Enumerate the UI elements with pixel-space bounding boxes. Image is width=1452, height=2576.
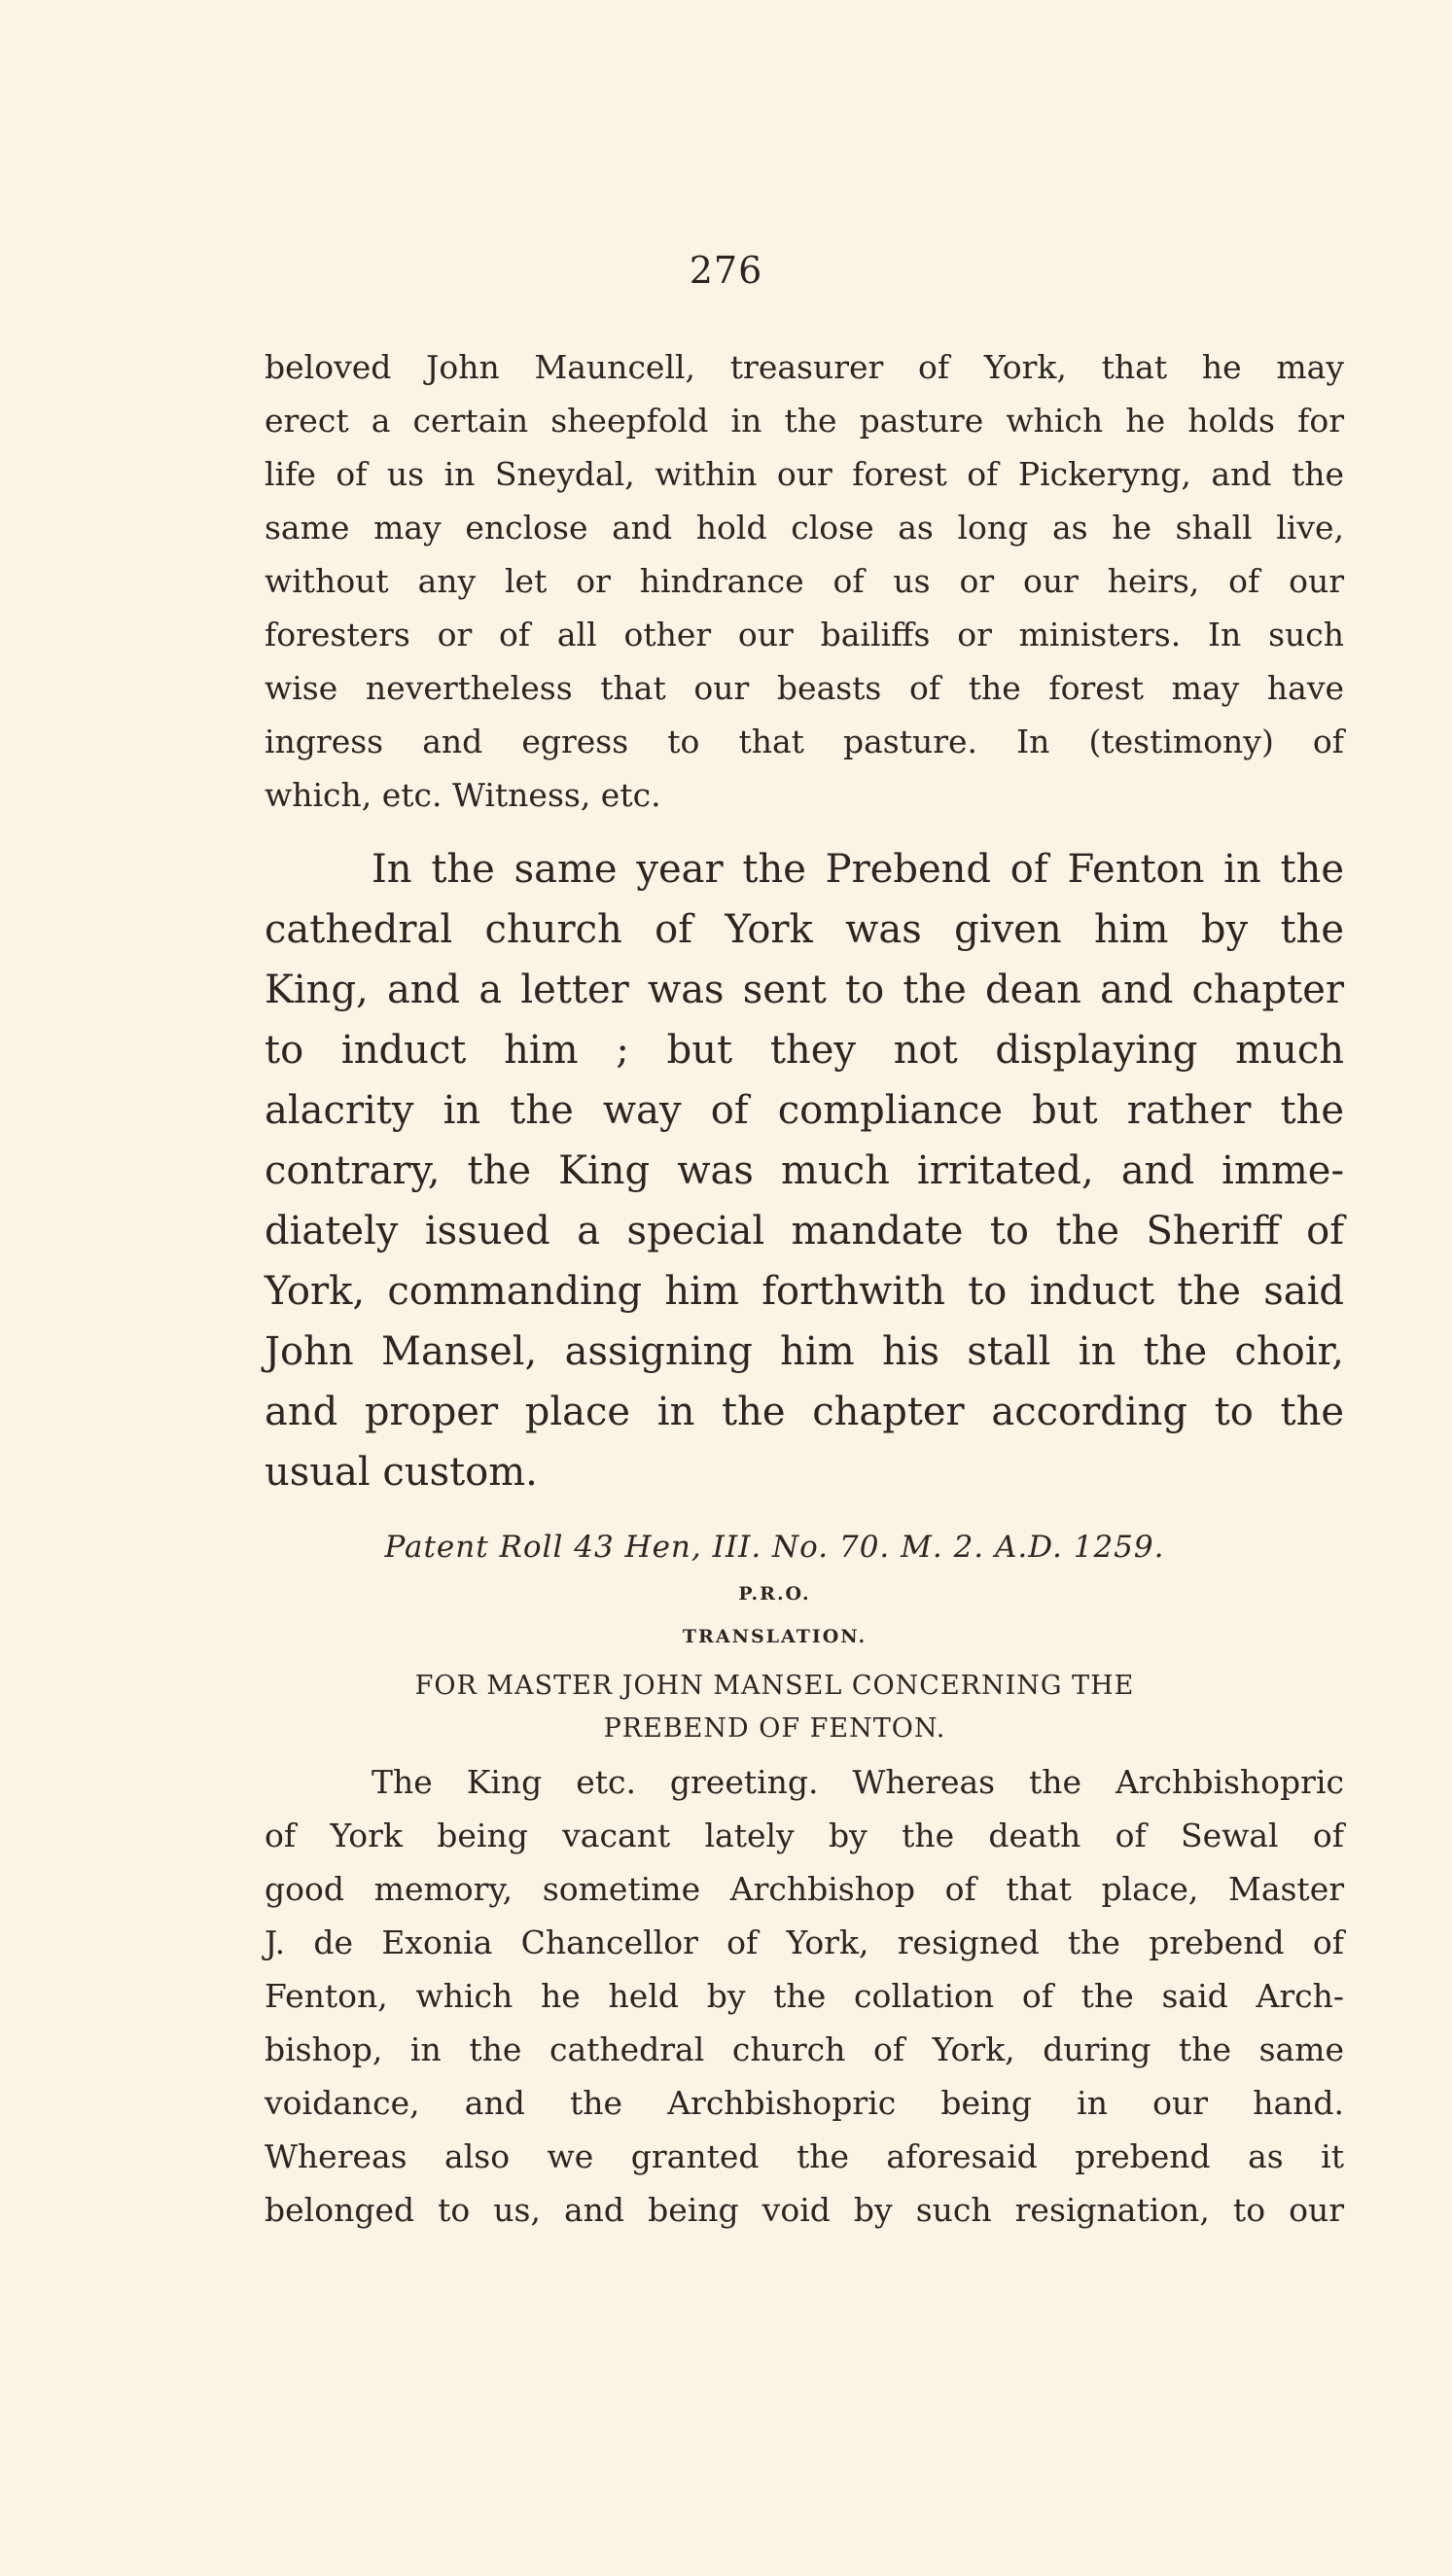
text-line: ingress and egress to that pasture. In (testimony) of	[265, 723, 1344, 760]
text-line: same may enclose and hold close as long as he shall live,	[265, 509, 1344, 547]
text-line: J. de Exonia Chancellor of York, resigned the prebend of	[265, 1923, 1344, 1961]
text-line: and proper place in the chapter according to the	[265, 1390, 1344, 1434]
text-line: John Mansel, assigning him his stall in the choir,	[265, 1329, 1344, 1374]
text-line: belonged to us, and being void by such resignation, to our	[265, 2191, 1344, 2229]
patent-roll-citation: Patent Roll 43 Hen, III. No. 70. M. 2. A.D. 1259.	[384, 1530, 1165, 1565]
text-line: good memory, sometime Archbishop of that place, Master	[265, 1870, 1344, 1908]
text-line: to induct him ; but they not displaying much	[265, 1028, 1344, 1073]
text-line: voidance, and the Archbishopric being in our hand.	[265, 2084, 1344, 2122]
text-line: without any let or hindrance of us or our heirs, of our	[265, 562, 1344, 600]
text-line: erect a certain sheepfold in the pasture which he holds for	[265, 402, 1344, 440]
text-line: The King etc. greeting. Whereas the Archbishopric	[372, 1763, 1344, 1801]
text-line: diately issued a special mandate to the Sheriff of	[265, 1209, 1344, 1253]
text-line: wise nevertheless that our beasts of the forest may have	[265, 669, 1344, 707]
text-line: cathedral church of York was given him by the	[265, 907, 1344, 952]
text-line: York, commanding him forthwith to induct the said	[265, 1269, 1344, 1314]
paragraph-letter-continuation	[265, 340, 1344, 822]
text-line: King, and a letter was sent to the dean and chapter	[265, 968, 1344, 1012]
paragraph-translation	[265, 1755, 1344, 2237]
text-line: of York being vacant lately by the death of Sewal of	[265, 1817, 1344, 1854]
heading-line: PREBEND OF FENTON.	[603, 1713, 946, 1744]
pro-label: P.R.O.	[738, 1583, 811, 1605]
text-line: Whereas also we granted the aforesaid prebend as it	[265, 2137, 1344, 2175]
paragraph-narrative	[265, 839, 1344, 1502]
section-heading	[0, 1665, 1452, 1750]
translation-label: TRANSLATION.	[682, 1626, 868, 1647]
page-number: 276	[689, 249, 763, 292]
text-line: Fenton, which he held by the collation of the said Arch-	[265, 1977, 1344, 2015]
text-line: In the same year the Prebend of Fenton in the	[372, 847, 1344, 892]
text-line: bishop, in the cathedral church of York, during the same	[265, 2030, 1344, 2068]
text-line: contrary, the King was much irritated, and imme-	[265, 1148, 1344, 1193]
text-line: alacrity in the way of compliance but rather the	[265, 1088, 1344, 1133]
text-line: life of us in Sneydal, within our forest of Pickeryng, and the	[265, 455, 1344, 493]
text-line: usual custom.	[265, 1450, 538, 1495]
heading-line: FOR MASTER JOHN MANSEL CONCERNING THE	[414, 1671, 1135, 1701]
text-line: foresters or of all other our bailiffs or ministers. In such	[265, 616, 1344, 653]
text-line: beloved John Mauncell, treasurer of York, that he may	[265, 348, 1344, 386]
text-line: which, etc. Witness, etc.	[265, 776, 661, 814]
